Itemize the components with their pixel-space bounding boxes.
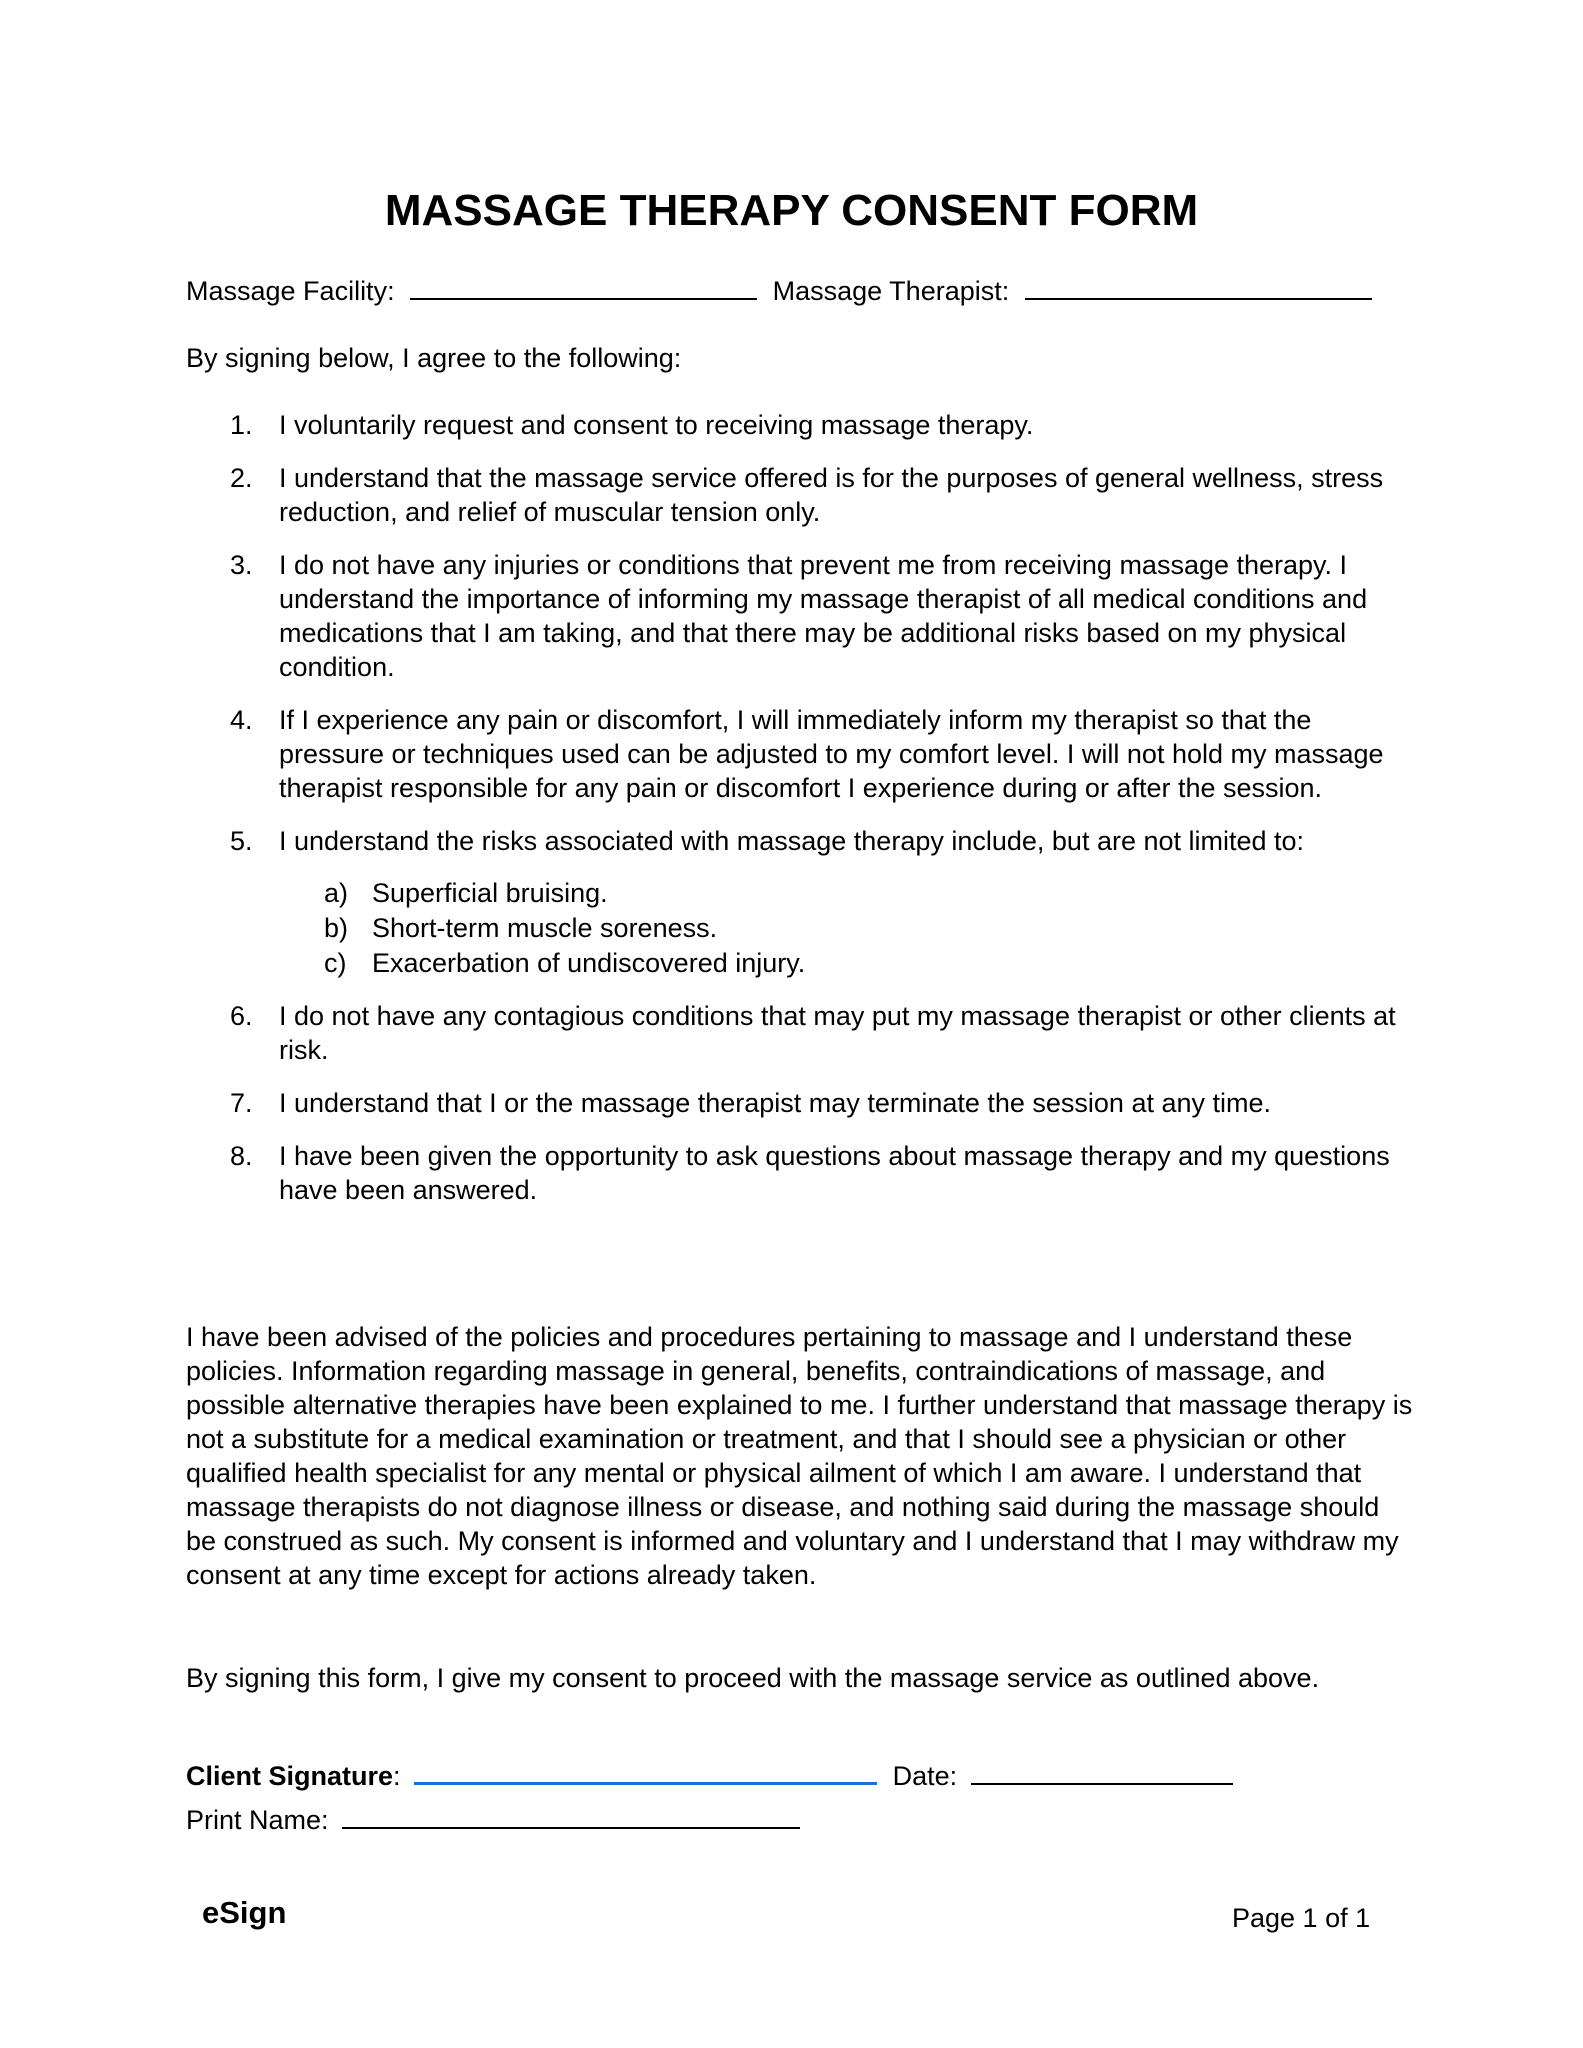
list-item [186, 461, 1406, 529]
risk-text: Short-term muscle soreness. [372, 913, 718, 943]
item-text: I voluntarily request and consent to receiving massage therapy. [279, 410, 1034, 440]
item-number: 1. [230, 410, 253, 440]
item-number: 2. [230, 463, 253, 493]
item-text: I understand the risks associated with massage therapy include, but are not limited to: [279, 826, 1305, 856]
item-text: If I experience any pain or discomfort, I will immediately inform my therapist so that the pressure or techniques used can be adjusted to my comfort level. I will not hold my massage therapist responsible for any pain or discomfort I experience during or after the session. [279, 705, 1384, 803]
item-number: 5. [230, 826, 253, 856]
print-name-label: Print Name: [186, 1805, 329, 1835]
risks-sublist [279, 876, 1406, 980]
therapist-label: Massage Therapist: [772, 276, 1010, 306]
item-text: I do not have any contagious conditions that may put my massage therapist or other clients at risk. [279, 1001, 1396, 1065]
signature-row [186, 1757, 1233, 1793]
list-item [186, 1086, 1406, 1120]
item-number: 3. [230, 550, 253, 580]
risk-item [279, 911, 1406, 945]
client-signature-field[interactable] [414, 1757, 877, 1785]
therapist-field[interactable] [1025, 273, 1372, 300]
item-text: I do not have any injuries or conditions that prevent me from receiving massage therapy. I understand the importance of informing my massage therapist of all medical conditions and medications that I am taking, and that there may be additional risks based on my physical condition. [279, 550, 1368, 682]
esign-logo: eSign [202, 1895, 287, 1930]
page-title: MASSAGE THERAPY CONSENT FORM [384, 186, 1199, 235]
risk-letter: c) [324, 948, 347, 978]
list-item [186, 408, 1406, 442]
item-number: 7. [230, 1088, 253, 1118]
risk-letter: a) [324, 878, 349, 908]
item-number: 6. [230, 1001, 253, 1031]
consent-list [186, 408, 1406, 1226]
date-field[interactable] [971, 1758, 1233, 1785]
signature-label: Client Signature [186, 1761, 394, 1791]
list-item [186, 824, 1406, 980]
risk-text: Superficial bruising. [372, 878, 608, 908]
risk-item [279, 946, 1406, 980]
list-item [186, 703, 1406, 805]
facility-label: Massage Facility: [186, 276, 395, 306]
page-indicator: Page 1 of 1 [1232, 1903, 1371, 1933]
policy-paragraph: I have been advised of the policies and procedures pertaining to massage and I understand these policies. Information regarding massage in general, benefits, contraindications of massage, and possible alternative therapies have been explained to me. I further understand that massage therapy is not a substitute for a medical examination or treatment, and that I should see a physician or other qualified health specialist for any mental or physical ailment of which I am aware. I understand that massage therapists do not diagnose illness or disease, and nothing said during the massage should be construed as such. My consent is informed and voluntary and I understand that I may withdraw my consent at any time except for actions already taken. [186, 1322, 1413, 1590]
list-item [186, 1139, 1406, 1207]
risk-letter: b) [324, 913, 349, 943]
item-text: I have been given the opportunity to ask questions about massage therapy and my questions have been answered. [279, 1141, 1390, 1205]
intro-text: By signing below, I agree to the following: [186, 343, 682, 373]
item-text: I understand that I or the massage therapist may terminate the session at any time. [279, 1088, 1272, 1118]
date-label: Date: [892, 1761, 958, 1791]
facility-therapist-row [186, 273, 1372, 308]
print-name-field[interactable] [342, 1802, 800, 1829]
item-text: I understand that the massage service offered is for the purposes of general wellness, stress reduction, and relief of muscular tension only. [279, 463, 1384, 527]
print-name-row [186, 1802, 800, 1837]
risk-item [279, 876, 1406, 910]
list-item [186, 548, 1406, 684]
item-number: 4. [230, 705, 253, 735]
consent-paragraph: By signing this form, I give my consent to proceed with the massage service as outlined above. [186, 1663, 1320, 1693]
item-number: 8. [230, 1141, 253, 1171]
list-item [186, 999, 1406, 1067]
signature-colon: : [393, 1761, 401, 1791]
facility-field[interactable] [410, 273, 757, 300]
risk-text: Exacerbation of undiscovered injury. [372, 948, 806, 978]
